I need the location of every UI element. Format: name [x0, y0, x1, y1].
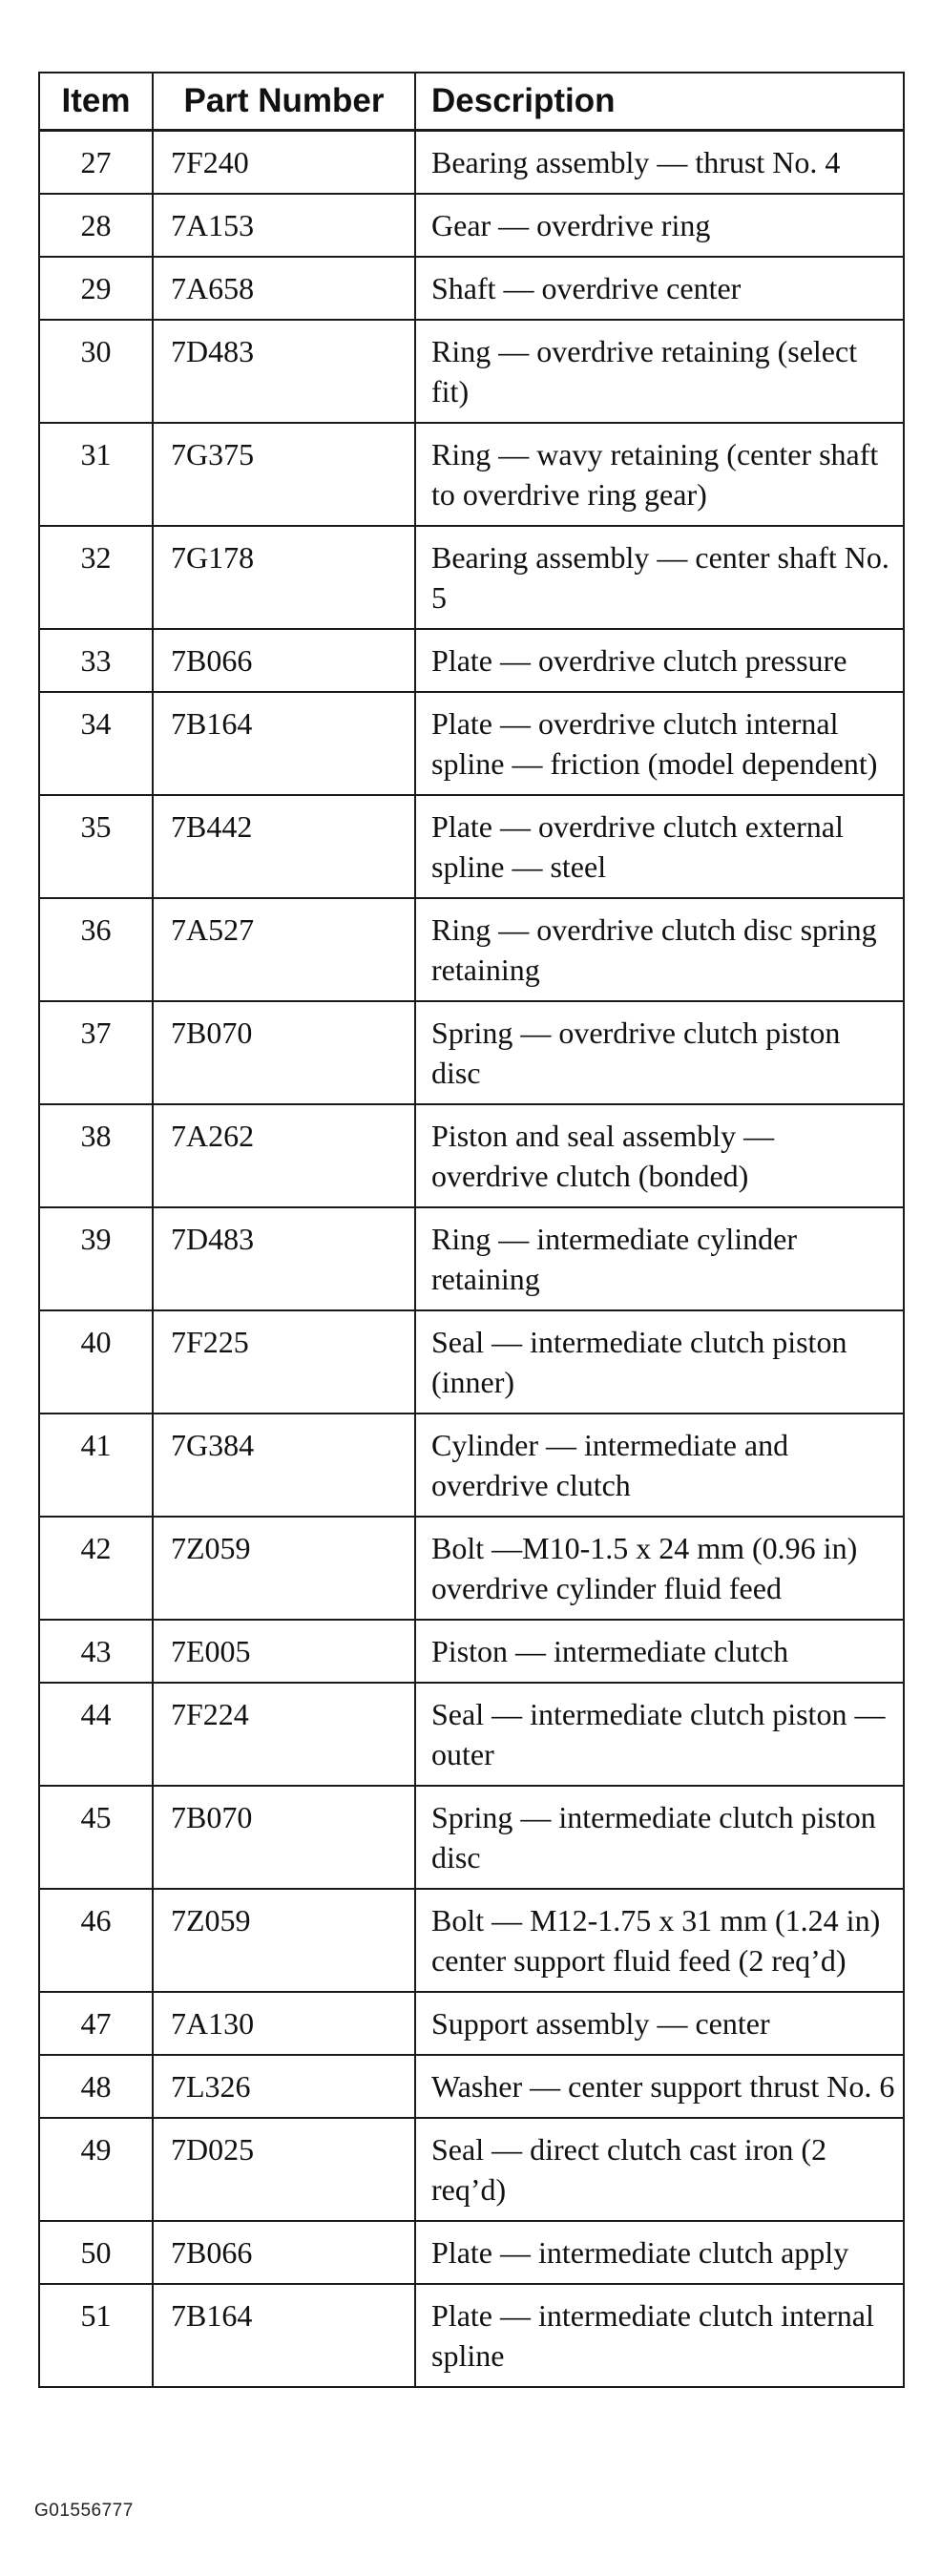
table-row: [39, 194, 904, 257]
item-number-cell: 34: [39, 692, 153, 795]
item-number-cell: 38: [39, 1104, 153, 1207]
description-cell: Spring — intermediate clutch piston disc: [415, 1786, 904, 1889]
item-number-cell: 43: [39, 1620, 153, 1683]
table-header-row: [39, 73, 904, 131]
part-number-cell: 7B164: [153, 2284, 415, 2387]
header-part-number: Part Number: [153, 73, 415, 131]
table-row: [39, 1620, 904, 1683]
header-item: Item: [39, 73, 153, 131]
item-number-cell: 27: [39, 131, 153, 195]
part-number-cell: 7D025: [153, 2118, 415, 2221]
item-number-cell: 49: [39, 2118, 153, 2221]
figure-code: G01556777: [34, 2501, 134, 2521]
part-number-cell: 7F225: [153, 1310, 415, 1414]
table-row: [39, 131, 904, 195]
table-row: [39, 423, 904, 526]
table-row: [39, 898, 904, 1001]
item-number-cell: 45: [39, 1786, 153, 1889]
item-number-cell: 28: [39, 194, 153, 257]
part-number-cell: 7B066: [153, 629, 415, 692]
part-number-cell: 7G178: [153, 526, 415, 629]
table-row: [39, 795, 904, 898]
item-number-cell: 46: [39, 1889, 153, 1992]
part-number-cell: 7G375: [153, 423, 415, 526]
description-cell: Seal — direct clutch cast iron (2 req’d): [415, 2118, 904, 2221]
table-row: [39, 526, 904, 629]
description-cell: Cylinder — intermediate and overdrive clutch: [415, 1414, 904, 1517]
part-number-cell: 7B070: [153, 1001, 415, 1104]
part-number-cell: 7E005: [153, 1620, 415, 1683]
description-cell: Plate — overdrive clutch internal spline — friction (model dependent): [415, 692, 904, 795]
table-row: [39, 1786, 904, 1889]
table-row: [39, 2284, 904, 2387]
description-cell: Ring — overdrive clutch disc spring retaining: [415, 898, 904, 1001]
item-number-cell: 42: [39, 1517, 153, 1620]
item-number-cell: 50: [39, 2221, 153, 2284]
part-number-cell: 7L326: [153, 2055, 415, 2118]
table-row: [39, 320, 904, 423]
part-number-cell: 7F224: [153, 1683, 415, 1786]
description-cell: Plate — overdrive clutch external spline — steel: [415, 795, 904, 898]
part-number-cell: 7A658: [153, 257, 415, 320]
part-number-cell: 7Z059: [153, 1517, 415, 1620]
item-number-cell: 41: [39, 1414, 153, 1517]
description-cell: Seal — intermediate clutch piston — outer: [415, 1683, 904, 1786]
description-cell: Washer — center support thrust No. 6: [415, 2055, 904, 2118]
description-cell: Spring — overdrive clutch piston disc: [415, 1001, 904, 1104]
description-cell: Plate — intermediate clutch apply: [415, 2221, 904, 2284]
table-row: [39, 1517, 904, 1620]
part-number-cell: 7Z059: [153, 1889, 415, 1992]
item-number-cell: 33: [39, 629, 153, 692]
parts-table-container: [38, 72, 903, 2388]
item-number-cell: 44: [39, 1683, 153, 1786]
description-cell: Seal — intermediate clutch piston (inner): [415, 1310, 904, 1414]
part-number-cell: 7B070: [153, 1786, 415, 1889]
table-row: [39, 2118, 904, 2221]
table-row: [39, 257, 904, 320]
item-number-cell: 36: [39, 898, 153, 1001]
item-number-cell: 40: [39, 1310, 153, 1414]
item-number-cell: 35: [39, 795, 153, 898]
table-row: [39, 2055, 904, 2118]
part-number-cell: 7A130: [153, 1992, 415, 2055]
description-cell: Piston — intermediate clutch: [415, 1620, 904, 1683]
description-cell: Plate — overdrive clutch pressure: [415, 629, 904, 692]
item-number-cell: 48: [39, 2055, 153, 2118]
part-number-cell: 7G384: [153, 1414, 415, 1517]
table-row: [39, 1683, 904, 1786]
part-number-cell: 7A153: [153, 194, 415, 257]
table-row: [39, 1310, 904, 1414]
part-number-cell: 7B066: [153, 2221, 415, 2284]
part-number-cell: 7A527: [153, 898, 415, 1001]
description-cell: Support assembly — center: [415, 1992, 904, 2055]
table-row: [39, 1889, 904, 1992]
parts-table: [38, 72, 905, 2388]
description-cell: Bearing assembly — center shaft No. 5: [415, 526, 904, 629]
table-row: [39, 692, 904, 795]
item-number-cell: 37: [39, 1001, 153, 1104]
description-cell: Ring — wavy retaining (center shaft to overdrive ring gear): [415, 423, 904, 526]
description-cell: Piston and seal assembly — overdrive clutch (bonded): [415, 1104, 904, 1207]
item-number-cell: 32: [39, 526, 153, 629]
part-number-cell: 7F240: [153, 131, 415, 195]
description-cell: Bearing assembly — thrust No. 4: [415, 131, 904, 195]
description-cell: Bolt — M12-1.75 x 31 mm (1.24 in) center support fluid feed (2 req’d): [415, 1889, 904, 1992]
part-number-cell: 7B164: [153, 692, 415, 795]
table-row: [39, 1414, 904, 1517]
table-row: [39, 1104, 904, 1207]
item-number-cell: 51: [39, 2284, 153, 2387]
header-description: Description: [415, 73, 904, 131]
part-number-cell: 7D483: [153, 1207, 415, 1310]
part-number-cell: 7D483: [153, 320, 415, 423]
description-cell: Ring — intermediate cylinder retaining: [415, 1207, 904, 1310]
description-cell: Shaft — overdrive center: [415, 257, 904, 320]
description-cell: Ring — overdrive retaining (select fit): [415, 320, 904, 423]
table-row: [39, 1001, 904, 1104]
item-number-cell: 47: [39, 1992, 153, 2055]
part-number-cell: 7A262: [153, 1104, 415, 1207]
table-body: [39, 131, 904, 2388]
part-number-cell: 7B442: [153, 795, 415, 898]
table-row: [39, 1992, 904, 2055]
item-number-cell: 29: [39, 257, 153, 320]
item-number-cell: 30: [39, 320, 153, 423]
table-row: [39, 629, 904, 692]
item-number-cell: 31: [39, 423, 153, 526]
description-cell: Plate — intermediate clutch internal spline: [415, 2284, 904, 2387]
table-row: [39, 1207, 904, 1310]
item-number-cell: 39: [39, 1207, 153, 1310]
description-cell: Gear — overdrive ring: [415, 194, 904, 257]
table-row: [39, 2221, 904, 2284]
description-cell: Bolt —M10-1.5 x 24 mm (0.96 in) overdrive cylinder fluid feed: [415, 1517, 904, 1620]
